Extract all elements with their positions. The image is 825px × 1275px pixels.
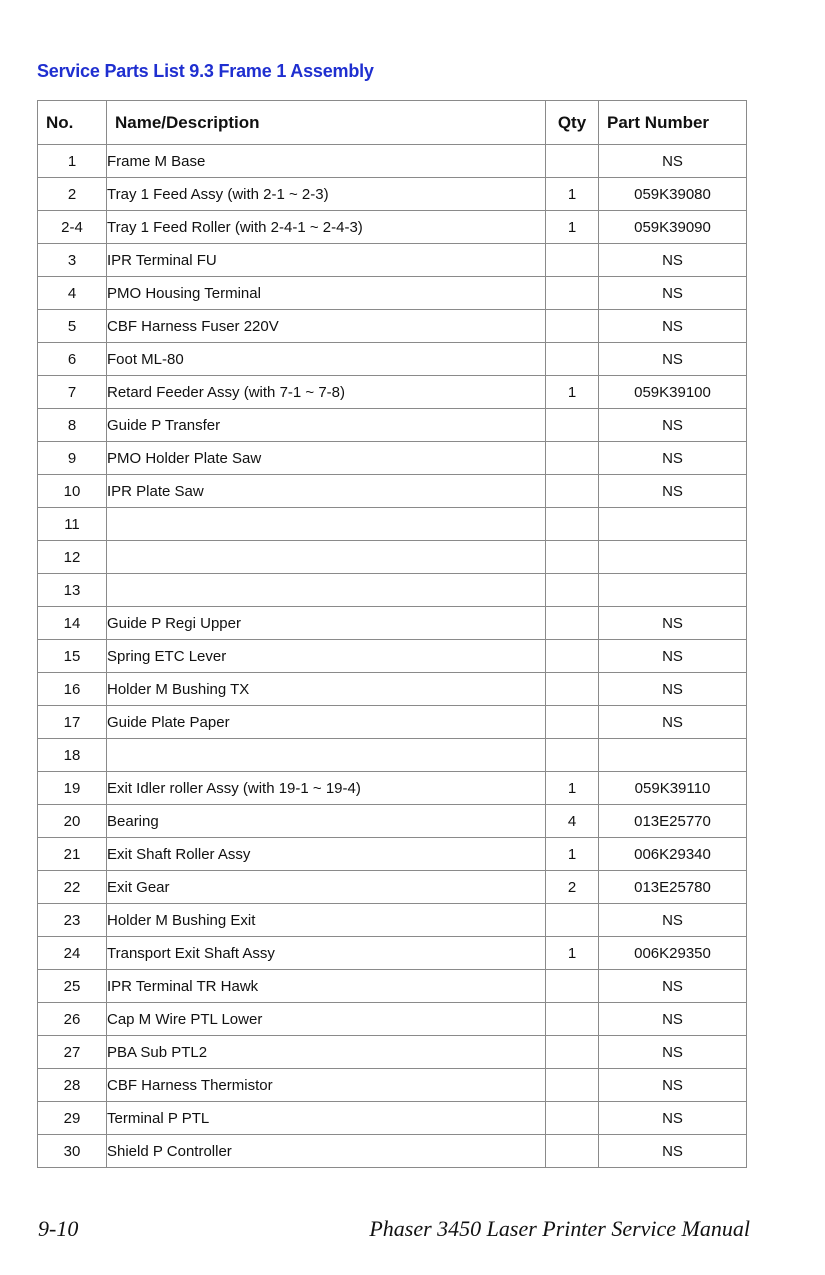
table-row xyxy=(38,376,747,409)
cell-name: Exit Shaft Roller Assy xyxy=(107,838,546,871)
table-row xyxy=(38,541,747,574)
cell-name: Exit Gear xyxy=(107,871,546,904)
cell-qty xyxy=(546,1036,599,1069)
table-row xyxy=(38,805,747,838)
table-row xyxy=(38,343,747,376)
parts-table xyxy=(37,100,747,1168)
table-row xyxy=(38,508,747,541)
cell-name: Frame M Base xyxy=(107,145,546,178)
cell-part-number: NS xyxy=(599,970,747,1003)
table-row xyxy=(38,442,747,475)
cell-name: Terminal P PTL xyxy=(107,1102,546,1135)
table-row xyxy=(38,904,747,937)
cell-name: Bearing xyxy=(107,805,546,838)
footer-manual-title: Phaser 3450 Laser Printer Service Manual xyxy=(369,1216,750,1241)
cell-part-number: NS xyxy=(599,640,747,673)
cell-qty: 1 xyxy=(546,838,599,871)
cell-qty xyxy=(546,1102,599,1135)
cell-name: Shield P Controller xyxy=(107,1135,546,1168)
cell-no: 30 xyxy=(38,1135,107,1168)
cell-name xyxy=(107,508,546,541)
table-row xyxy=(38,739,747,772)
cell-name: Guide P Regi Upper xyxy=(107,607,546,640)
cell-qty: 1 xyxy=(546,772,599,805)
cell-name: CBF Harness Fuser 220V xyxy=(107,310,546,343)
cell-part-number: 006K29350 xyxy=(599,937,747,970)
table-row xyxy=(38,871,747,904)
cell-no: 24 xyxy=(38,937,107,970)
cell-no: 19 xyxy=(38,772,107,805)
cell-no: 28 xyxy=(38,1069,107,1102)
cell-name: Holder M Bushing TX xyxy=(107,673,546,706)
cell-no: 2 xyxy=(38,178,107,211)
table-row xyxy=(38,607,747,640)
table-row xyxy=(38,838,747,871)
cell-qty xyxy=(546,541,599,574)
table-row xyxy=(38,772,747,805)
cell-part-number: 059K39110 xyxy=(599,772,747,805)
cell-no: 6 xyxy=(38,343,107,376)
cell-qty xyxy=(546,343,599,376)
cell-no: 18 xyxy=(38,739,107,772)
cell-no: 15 xyxy=(38,640,107,673)
cell-qty: 1 xyxy=(546,937,599,970)
cell-part-number: NS xyxy=(599,607,747,640)
cell-qty xyxy=(546,706,599,739)
cell-no: 23 xyxy=(38,904,107,937)
cell-name: Guide P Transfer xyxy=(107,409,546,442)
cell-qty xyxy=(546,1069,599,1102)
cell-part-number: NS xyxy=(599,475,747,508)
table-row xyxy=(38,1036,747,1069)
cell-no: 1 xyxy=(38,145,107,178)
cell-no: 10 xyxy=(38,475,107,508)
cell-no: 13 xyxy=(38,574,107,607)
cell-name: Guide Plate Paper xyxy=(107,706,546,739)
cell-qty xyxy=(546,310,599,343)
cell-no: 3 xyxy=(38,244,107,277)
cell-no: 7 xyxy=(38,376,107,409)
cell-qty xyxy=(546,145,599,178)
cell-name: PMO Holder Plate Saw xyxy=(107,442,546,475)
table-row xyxy=(38,145,747,178)
cell-name: PBA Sub PTL2 xyxy=(107,1036,546,1069)
cell-qty xyxy=(546,277,599,310)
header-name: Name/Description xyxy=(107,101,546,145)
cell-name: Exit Idler roller Assy (with 19-1 ~ 19-4) xyxy=(107,772,546,805)
cell-no: 11 xyxy=(38,508,107,541)
table-row xyxy=(38,706,747,739)
table-row xyxy=(38,1069,747,1102)
table-row xyxy=(38,574,747,607)
cell-name: IPR Terminal TR Hawk xyxy=(107,970,546,1003)
cell-part-number: NS xyxy=(599,706,747,739)
table-row xyxy=(38,1135,747,1168)
cell-no: 25 xyxy=(38,970,107,1003)
cell-qty xyxy=(546,508,599,541)
cell-name: Transport Exit Shaft Assy xyxy=(107,937,546,970)
cell-part-number: 013E25770 xyxy=(599,805,747,838)
cell-qty: 1 xyxy=(546,211,599,244)
cell-name xyxy=(107,574,546,607)
table-row xyxy=(38,937,747,970)
cell-name: Holder M Bushing Exit xyxy=(107,904,546,937)
cell-part-number: NS xyxy=(599,409,747,442)
cell-no: 4 xyxy=(38,277,107,310)
cell-no: 8 xyxy=(38,409,107,442)
cell-no: 2-4 xyxy=(38,211,107,244)
cell-name: Foot ML-80 xyxy=(107,343,546,376)
table-row xyxy=(38,640,747,673)
cell-no: 21 xyxy=(38,838,107,871)
cell-no: 29 xyxy=(38,1102,107,1135)
cell-no: 17 xyxy=(38,706,107,739)
cell-name xyxy=(107,739,546,772)
cell-qty xyxy=(546,1135,599,1168)
cell-part-number: NS xyxy=(599,1036,747,1069)
cell-part-number: NS xyxy=(599,310,747,343)
cell-qty xyxy=(546,739,599,772)
cell-name: Tray 1 Feed Assy (with 2-1 ~ 2-3) xyxy=(107,178,546,211)
table-row xyxy=(38,475,747,508)
cell-part-number: NS xyxy=(599,673,747,706)
page-title: Service Parts List 9.3 Frame 1 Assembly xyxy=(37,61,374,81)
cell-name: PMO Housing Terminal xyxy=(107,277,546,310)
header-no: No. xyxy=(38,101,107,145)
cell-no: 14 xyxy=(38,607,107,640)
cell-part-number: 059K39100 xyxy=(599,376,747,409)
cell-part-number: NS xyxy=(599,904,747,937)
cell-qty xyxy=(546,475,599,508)
cell-no: 9 xyxy=(38,442,107,475)
cell-part-number xyxy=(599,508,747,541)
cell-part-number xyxy=(599,739,747,772)
cell-no: 20 xyxy=(38,805,107,838)
table-row xyxy=(38,1102,747,1135)
cell-qty: 2 xyxy=(546,871,599,904)
cell-part-number: NS xyxy=(599,244,747,277)
cell-part-number: NS xyxy=(599,1069,747,1102)
cell-name: Retard Feeder Assy (with 7-1 ~ 7-8) xyxy=(107,376,546,409)
cell-name: CBF Harness Thermistor xyxy=(107,1069,546,1102)
cell-name: IPR Plate Saw xyxy=(107,475,546,508)
cell-part-number xyxy=(599,574,747,607)
cell-name xyxy=(107,541,546,574)
table-row xyxy=(38,673,747,706)
table-header-row xyxy=(38,101,747,145)
cell-no: 22 xyxy=(38,871,107,904)
cell-part-number: NS xyxy=(599,1102,747,1135)
cell-part-number: 013E25780 xyxy=(599,871,747,904)
header-part-number: Part Number xyxy=(599,101,747,145)
header-qty: Qty xyxy=(546,101,599,145)
cell-part-number: 059K39080 xyxy=(599,178,747,211)
cell-qty xyxy=(546,1003,599,1036)
cell-part-number: NS xyxy=(599,277,747,310)
cell-part-number: NS xyxy=(599,1135,747,1168)
parts-table-body xyxy=(38,145,747,1168)
table-row xyxy=(38,211,747,244)
cell-no: 26 xyxy=(38,1003,107,1036)
cell-qty xyxy=(546,409,599,442)
cell-part-number xyxy=(599,541,747,574)
cell-no: 12 xyxy=(38,541,107,574)
table-row xyxy=(38,310,747,343)
cell-name: IPR Terminal FU xyxy=(107,244,546,277)
cell-no: 5 xyxy=(38,310,107,343)
table-row xyxy=(38,178,747,211)
cell-no: 16 xyxy=(38,673,107,706)
cell-qty xyxy=(546,607,599,640)
cell-qty xyxy=(546,673,599,706)
cell-name: Tray 1 Feed Roller (with 2-4-1 ~ 2-4-3) xyxy=(107,211,546,244)
table-row xyxy=(38,1003,747,1036)
cell-part-number: NS xyxy=(599,442,747,475)
cell-name: Cap M Wire PTL Lower xyxy=(107,1003,546,1036)
table-row xyxy=(38,970,747,1003)
cell-part-number: NS xyxy=(599,1003,747,1036)
cell-name: Spring ETC Lever xyxy=(107,640,546,673)
cell-qty: 1 xyxy=(546,376,599,409)
cell-qty: 4 xyxy=(546,805,599,838)
cell-part-number: 006K29340 xyxy=(599,838,747,871)
cell-part-number: 059K39090 xyxy=(599,211,747,244)
table-row xyxy=(38,277,747,310)
cell-qty xyxy=(546,244,599,277)
cell-no: 27 xyxy=(38,1036,107,1069)
table-row xyxy=(38,244,747,277)
cell-qty xyxy=(546,904,599,937)
cell-qty xyxy=(546,970,599,1003)
cell-qty xyxy=(546,574,599,607)
table-row xyxy=(38,409,747,442)
cell-qty: 1 xyxy=(546,178,599,211)
cell-part-number: NS xyxy=(599,343,747,376)
footer-page-number: 9-10 xyxy=(38,1216,79,1241)
cell-qty xyxy=(546,442,599,475)
cell-part-number: NS xyxy=(599,145,747,178)
cell-qty xyxy=(546,640,599,673)
